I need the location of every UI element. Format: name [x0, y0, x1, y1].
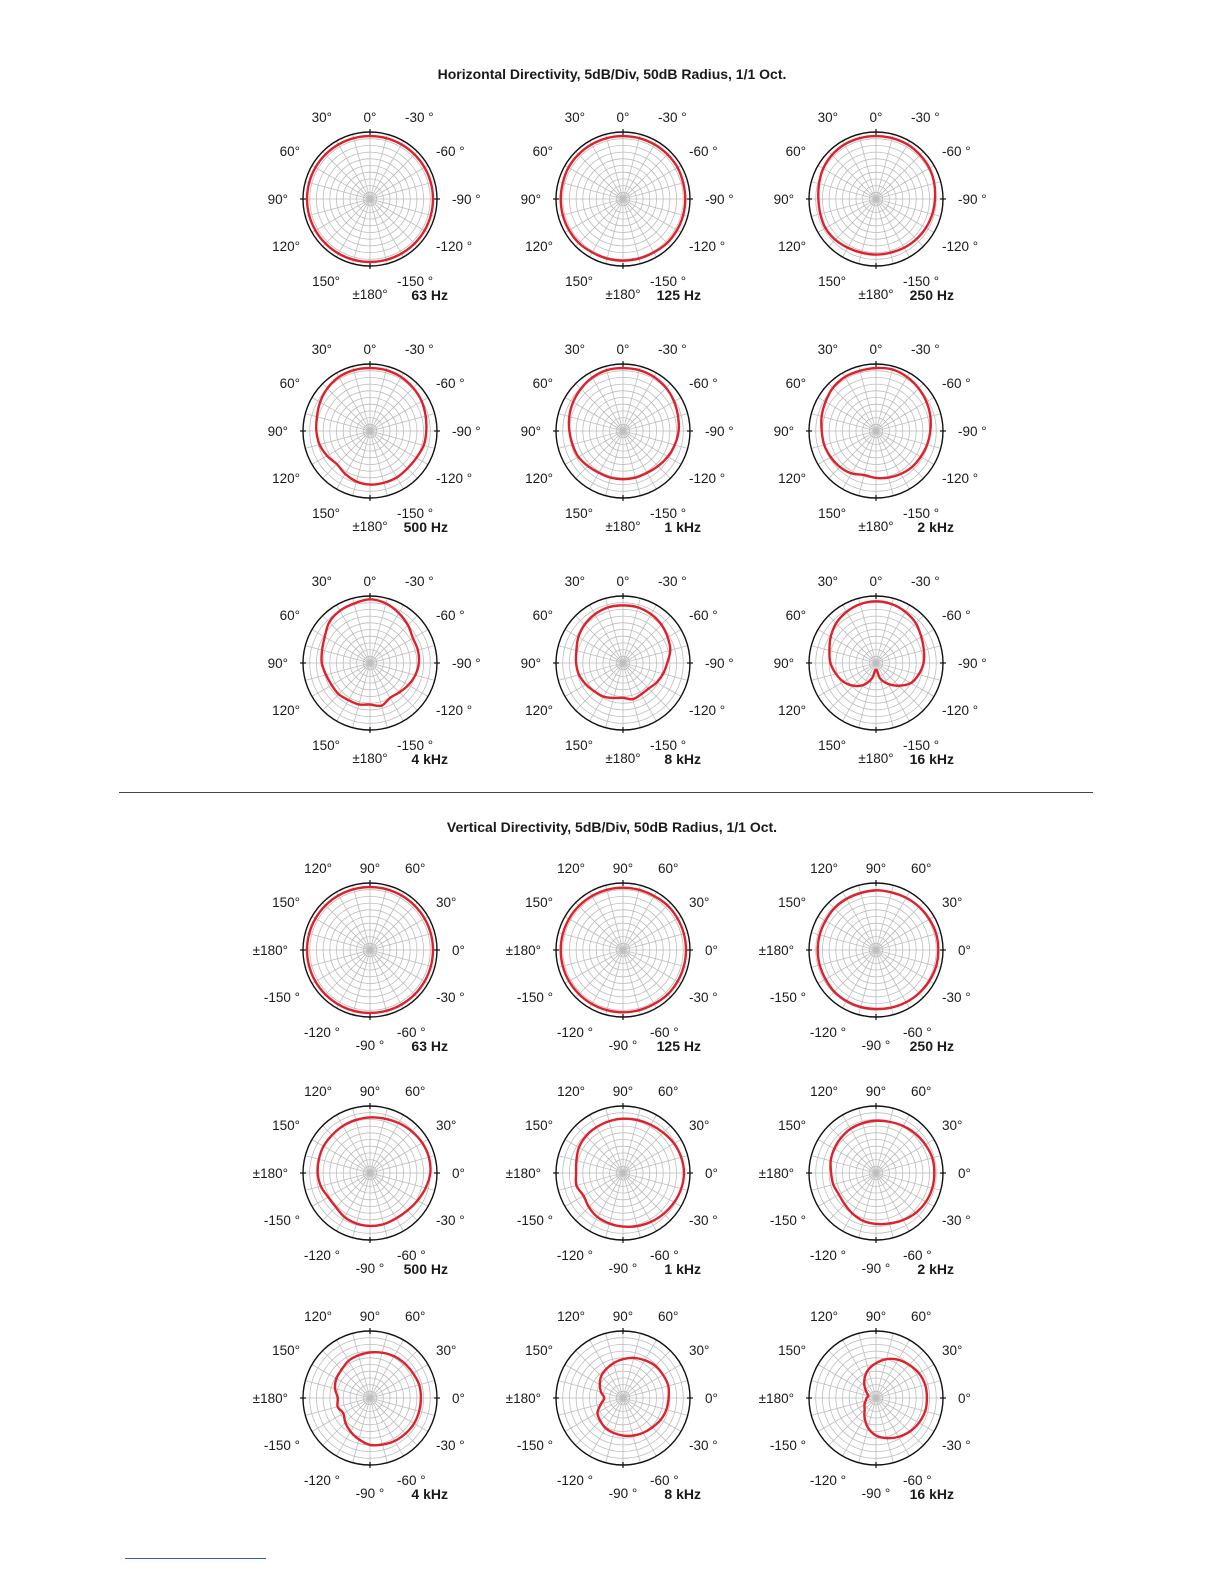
angle-label-lower-left: 120°: [272, 703, 300, 718]
angle-label-upper-right: -60 °: [436, 144, 465, 159]
angle-label-lower-right: -120 °: [942, 703, 979, 718]
angle-label-bottom: -90 °: [861, 1038, 891, 1053]
angle-label-top-left: 30°: [564, 342, 585, 357]
angle-label-top-right: -30 °: [405, 110, 434, 125]
angle-label-top-left: 30°: [817, 342, 838, 357]
angle-label-left: ±180°: [758, 1166, 794, 1181]
angle-label-bottom-left: -120 °: [556, 1473, 593, 1488]
angle-label-top-left: 120°: [557, 1309, 585, 1324]
angle-label-upper-left: 60°: [532, 608, 553, 623]
angle-label-left: 90°: [773, 656, 794, 671]
angle-label-bottom-left: -120 °: [809, 1248, 846, 1263]
angle-label-bottom-right: -60 °: [397, 1025, 426, 1040]
frequency-label: 1 kHz: [664, 519, 701, 535]
angle-label-top: 90°: [359, 1084, 381, 1099]
angle-label-top-right: -30 °: [911, 342, 940, 357]
angle-label-bottom-right: -60 °: [397, 1248, 426, 1263]
angle-label-right: -90 °: [958, 424, 987, 439]
angle-label-right: 0°: [958, 1166, 971, 1181]
angle-label-left: 90°: [267, 192, 288, 207]
angle-label-upper-left: 150°: [778, 1343, 806, 1358]
angle-label-bottom-right: -60 °: [903, 1473, 932, 1488]
angle-label-upper-left: 150°: [525, 1118, 553, 1133]
angle-label-bottom: ±180°: [352, 519, 388, 534]
angle-label-bottom: ±180°: [858, 751, 894, 766]
angle-label-top: 0°: [363, 342, 377, 357]
angle-label-lower-right: -120 °: [942, 471, 979, 486]
angle-label-left: ±180°: [758, 943, 794, 958]
frequency-label: 8 kHz: [664, 1486, 701, 1502]
angle-label-lower-right: -30 °: [689, 1213, 718, 1228]
angle-label-upper-right: -60 °: [942, 144, 971, 159]
angle-label-top: 90°: [865, 861, 887, 876]
angle-label-left: ±180°: [252, 1166, 288, 1181]
angle-label-lower-right: -120 °: [436, 239, 473, 254]
angle-label-bottom-left: -120 °: [809, 1025, 846, 1040]
frequency-label: 1 kHz: [664, 1261, 701, 1277]
angle-label-lower-left: -150 °: [769, 1213, 806, 1228]
angle-label-top-right: 60°: [911, 1309, 932, 1324]
angle-label-lower-right: -30 °: [942, 1438, 971, 1453]
angle-label-bottom: -90 °: [355, 1038, 385, 1053]
angle-label-left: 90°: [520, 656, 541, 671]
angle-label-bottom-right: -150 °: [650, 274, 687, 289]
angle-label-left: 90°: [773, 192, 794, 207]
angle-label-lower-left: -150 °: [769, 990, 806, 1005]
angle-label-upper-left: 60°: [279, 608, 300, 623]
vertical-polar-plot-5: [506, 1084, 718, 1277]
angle-label-lower-left: 120°: [778, 703, 806, 718]
frequency-label: 250 Hz: [909, 287, 954, 303]
vertical-polar-plot-1: [253, 861, 465, 1054]
angle-label-top-right: 60°: [405, 861, 426, 876]
angle-label-lower-right: -30 °: [436, 990, 465, 1005]
angle-label-top-left: 120°: [810, 861, 838, 876]
angle-label-bottom: ±180°: [605, 287, 641, 302]
angle-label-top-left: 120°: [557, 1084, 585, 1099]
angle-label-lower-right: -120 °: [689, 239, 726, 254]
angle-label-bottom-left: -120 °: [556, 1248, 593, 1263]
angle-label-right: 0°: [958, 943, 971, 958]
angle-label-lower-left: 120°: [525, 703, 553, 718]
horizontal-polar-plot-3: [774, 110, 987, 303]
frequency-label: 2 kHz: [917, 519, 954, 535]
angle-label-top-right: -30 °: [405, 574, 434, 589]
angle-label-right: -90 °: [452, 192, 481, 207]
angle-label-bottom-left: -120 °: [303, 1025, 340, 1040]
angle-label-bottom: ±180°: [858, 519, 894, 534]
horizontal-polar-plot-7: [268, 574, 481, 767]
vertical-directivity-title: Vertical Directivity, 5dB/Div, 50dB Radius, 1/1 Oct.: [446, 819, 778, 835]
angle-label-upper-right: 30°: [689, 1343, 710, 1358]
vertical-polar-plot-9: [759, 1309, 971, 1502]
angle-label-top-right: 60°: [911, 1084, 932, 1099]
angle-label-right: 0°: [705, 1166, 718, 1181]
frequency-label: 16 kHz: [909, 1486, 954, 1502]
angle-label-top-right: -30 °: [658, 574, 687, 589]
angle-label-bottom: -90 °: [608, 1261, 638, 1276]
vertical-polar-plot-4: [253, 1084, 465, 1277]
angle-label-lower-right: -30 °: [942, 990, 971, 1005]
angle-label-bottom-left: -120 °: [303, 1248, 340, 1263]
frequency-label: 4 kHz: [411, 1486, 448, 1502]
angle-label-top: 90°: [612, 861, 634, 876]
frequency-label: 125 Hz: [656, 1038, 701, 1054]
angle-label-upper-left: 60°: [785, 608, 806, 623]
angle-label-top: 90°: [612, 1084, 634, 1099]
angle-label-lower-left: -150 °: [516, 1213, 553, 1228]
frequency-label: 125 Hz: [656, 287, 701, 303]
angle-label-lower-left: 120°: [525, 471, 553, 486]
angle-label-lower-right: -30 °: [689, 1438, 718, 1453]
horizontal-polar-plot-5: [521, 342, 734, 535]
frequency-label: 8 kHz: [664, 751, 701, 767]
angle-label-right: -90 °: [705, 192, 734, 207]
horizontal-polar-plot-4: [268, 342, 481, 535]
angle-label-top-left: 120°: [304, 861, 332, 876]
angle-label-bottom-right: -150 °: [397, 274, 434, 289]
angle-label-lower-left: -150 °: [263, 1438, 300, 1453]
angle-label-top: 0°: [869, 574, 883, 589]
frequency-label: 250 Hz: [909, 1038, 954, 1054]
angle-label-upper-right: 30°: [942, 895, 963, 910]
angle-label-top-left: 30°: [564, 574, 585, 589]
angle-label-left: ±180°: [758, 1391, 794, 1406]
angle-label-top-right: -30 °: [911, 574, 940, 589]
angle-label-top: 0°: [869, 110, 883, 125]
angle-label-lower-right: -30 °: [689, 990, 718, 1005]
angle-label-bottom: -90 °: [355, 1486, 385, 1501]
angle-label-bottom-right: -150 °: [903, 738, 940, 753]
angle-label-bottom-right: -150 °: [650, 506, 687, 521]
angle-label-upper-right: 30°: [436, 1343, 457, 1358]
horizontal-polar-plot-6: [774, 342, 987, 535]
angle-label-lower-right: -120 °: [436, 471, 473, 486]
angle-label-lower-right: -120 °: [689, 703, 726, 718]
angle-label-lower-left: -150 °: [263, 990, 300, 1005]
angle-label-bottom: ±180°: [605, 751, 641, 766]
frequency-label: 500 Hz: [403, 1261, 448, 1277]
angle-label-lower-right: -120 °: [942, 239, 979, 254]
angle-label-upper-left: 60°: [279, 376, 300, 391]
angle-label-upper-right: -60 °: [436, 376, 465, 391]
angle-label-lower-right: -30 °: [942, 1213, 971, 1228]
angle-label-right: -90 °: [452, 656, 481, 671]
angle-label-right: 0°: [705, 1391, 718, 1406]
angle-label-top: 90°: [865, 1309, 887, 1324]
angle-label-top-right: -30 °: [911, 110, 940, 125]
angle-label-top-right: -30 °: [658, 110, 687, 125]
angle-label-top-left: 30°: [311, 574, 332, 589]
angle-label-top-left: 120°: [810, 1084, 838, 1099]
angle-label-upper-right: 30°: [689, 1118, 710, 1133]
angle-label-top: 90°: [612, 1309, 634, 1324]
angle-label-top-right: 60°: [405, 1084, 426, 1099]
frequency-label: 63 Hz: [411, 1038, 448, 1054]
angle-label-bottom-left: 150°: [818, 506, 846, 521]
angle-label-upper-right: -60 °: [942, 608, 971, 623]
frequency-label: 500 Hz: [403, 519, 448, 535]
angle-label-left: ±180°: [505, 943, 541, 958]
angle-label-bottom: ±180°: [352, 287, 388, 302]
angle-label-bottom: ±180°: [605, 519, 641, 534]
angle-label-right: -90 °: [705, 424, 734, 439]
angle-label-top-left: 120°: [304, 1309, 332, 1324]
frequency-label: 16 kHz: [909, 751, 954, 767]
angle-label-bottom: ±180°: [352, 751, 388, 766]
angle-label-upper-right: 30°: [689, 895, 710, 910]
angle-label-bottom: -90 °: [608, 1038, 638, 1053]
horizontal-polar-plot-9: [774, 574, 987, 767]
angle-label-upper-right: -60 °: [689, 376, 718, 391]
frequency-label: 63 Hz: [411, 287, 448, 303]
angle-label-bottom-right: -150 °: [397, 506, 434, 521]
angle-label-top-right: 60°: [658, 1309, 679, 1324]
angle-label-bottom: -90 °: [608, 1486, 638, 1501]
angle-label-left: 90°: [267, 656, 288, 671]
angle-label-upper-left: 60°: [785, 144, 806, 159]
angle-label-bottom-right: -60 °: [650, 1473, 679, 1488]
horizontal-directivity-title: Horizontal Directivity, 5dB/Div, 50dB Radius, 1/1 Oct.: [437, 66, 787, 82]
horizontal-polar-plot-1: [268, 110, 481, 303]
angle-label-bottom-left: 150°: [312, 274, 340, 289]
angle-label-top-left: 30°: [311, 110, 332, 125]
vertical-polar-plot-2: [506, 861, 718, 1054]
angle-label-upper-right: 30°: [436, 895, 457, 910]
angle-label-upper-right: -60 °: [689, 144, 718, 159]
angle-label-bottom-left: 150°: [818, 738, 846, 753]
angle-label-top-left: 30°: [311, 342, 332, 357]
angle-label-bottom-left: 150°: [312, 738, 340, 753]
angle-label-left: ±180°: [252, 1391, 288, 1406]
angle-label-bottom-left: -120 °: [809, 1473, 846, 1488]
angle-label-top: 90°: [359, 861, 381, 876]
angle-label-right: -90 °: [958, 656, 987, 671]
angle-label-bottom-left: 150°: [565, 274, 593, 289]
angle-label-top: 90°: [865, 1084, 887, 1099]
angle-label-top-right: 60°: [658, 861, 679, 876]
horizontal-polar-plot-2: [521, 110, 734, 303]
angle-label-bottom-right: -60 °: [903, 1248, 932, 1263]
horizontal-polar-plot-8: [521, 574, 734, 767]
angle-label-top: 90°: [359, 1309, 381, 1324]
angle-label-lower-left: 120°: [778, 471, 806, 486]
angle-label-right: 0°: [705, 943, 718, 958]
angle-label-lower-left: 120°: [272, 471, 300, 486]
angle-label-bottom: -90 °: [355, 1261, 385, 1276]
angle-label-top: 0°: [616, 342, 630, 357]
angle-label-lower-right: -120 °: [689, 471, 726, 486]
angle-label-lower-left: -150 °: [516, 1438, 553, 1453]
angle-label-upper-left: 150°: [778, 1118, 806, 1133]
angle-label-upper-left: 150°: [272, 895, 300, 910]
angle-label-top: 0°: [616, 574, 630, 589]
angle-label-upper-left: 150°: [272, 1118, 300, 1133]
angle-label-right: 0°: [452, 1166, 465, 1181]
angle-label-left: 90°: [267, 424, 288, 439]
angle-label-upper-right: 30°: [942, 1343, 963, 1358]
angle-label-right: 0°: [958, 1391, 971, 1406]
angle-label-right: -90 °: [452, 424, 481, 439]
angle-label-top: 0°: [616, 110, 630, 125]
angle-label-bottom-right: -60 °: [650, 1025, 679, 1040]
angle-label-upper-left: 60°: [279, 144, 300, 159]
angle-label-lower-right: -30 °: [436, 1438, 465, 1453]
angle-label-bottom-left: -120 °: [303, 1473, 340, 1488]
angle-label-top-left: 30°: [817, 110, 838, 125]
angle-label-right: 0°: [452, 943, 465, 958]
angle-label-lower-left: -150 °: [516, 990, 553, 1005]
angle-label-lower-left: -150 °: [769, 1438, 806, 1453]
angle-label-top-left: 30°: [817, 574, 838, 589]
angle-label-bottom-left: 150°: [312, 506, 340, 521]
angle-label-upper-left: 150°: [272, 1343, 300, 1358]
angle-label-lower-right: -120 °: [436, 703, 473, 718]
angle-label-bottom: -90 °: [861, 1261, 891, 1276]
vertical-polar-plot-8: [506, 1309, 718, 1502]
angle-label-right: -90 °: [705, 656, 734, 671]
angle-label-bottom: ±180°: [858, 287, 894, 302]
angle-label-bottom: -90 °: [861, 1486, 891, 1501]
angle-label-top-right: 60°: [405, 1309, 426, 1324]
angle-label-top-right: -30 °: [658, 342, 687, 357]
angle-label-right: -90 °: [958, 192, 987, 207]
angle-label-bottom-left: -120 °: [556, 1025, 593, 1040]
angle-label-upper-left: 60°: [785, 376, 806, 391]
angle-label-left: ±180°: [505, 1391, 541, 1406]
angle-label-bottom-left: 150°: [565, 506, 593, 521]
angle-label-bottom-right: -60 °: [650, 1248, 679, 1263]
angle-label-upper-left: 150°: [778, 895, 806, 910]
angle-label-left: 90°: [520, 192, 541, 207]
angle-label-top: 0°: [869, 342, 883, 357]
frequency-label: 4 kHz: [411, 751, 448, 767]
angle-label-lower-left: 120°: [272, 239, 300, 254]
angle-label-left: 90°: [520, 424, 541, 439]
angle-label-top-right: -30 °: [405, 342, 434, 357]
angle-label-top-left: 120°: [810, 1309, 838, 1324]
frequency-label: 2 kHz: [917, 1261, 954, 1277]
angle-label-lower-left: 120°: [525, 239, 553, 254]
angle-label-upper-left: 60°: [532, 376, 553, 391]
angle-label-top: 0°: [363, 110, 377, 125]
angle-label-lower-left: -150 °: [263, 1213, 300, 1228]
vertical-polar-plot-7: [253, 1309, 465, 1502]
angle-label-upper-right: 30°: [436, 1118, 457, 1133]
angle-label-bottom-right: -150 °: [650, 738, 687, 753]
angle-label-upper-left: 150°: [525, 1343, 553, 1358]
angle-label-lower-left: 120°: [778, 239, 806, 254]
angle-label-bottom-left: 150°: [565, 738, 593, 753]
angle-label-left: ±180°: [252, 943, 288, 958]
angle-label-upper-right: -60 °: [942, 376, 971, 391]
angle-label-upper-right: 30°: [942, 1118, 963, 1133]
angle-label-left: 90°: [773, 424, 794, 439]
angle-label-upper-right: -60 °: [436, 608, 465, 623]
angle-label-bottom-right: -150 °: [903, 506, 940, 521]
angle-label-top-left: 30°: [564, 110, 585, 125]
angle-label-right: 0°: [452, 1391, 465, 1406]
angle-label-bottom-left: 150°: [818, 274, 846, 289]
angle-label-upper-left: 60°: [532, 144, 553, 159]
angle-label-bottom-right: -60 °: [397, 1473, 426, 1488]
angle-label-upper-left: 150°: [525, 895, 553, 910]
angle-label-top-right: 60°: [658, 1084, 679, 1099]
angle-label-bottom-right: -150 °: [903, 274, 940, 289]
angle-label-top-right: 60°: [911, 861, 932, 876]
angle-label-top: 0°: [363, 574, 377, 589]
angle-label-top-left: 120°: [304, 1084, 332, 1099]
vertical-polar-plot-6: [759, 1084, 971, 1277]
angle-label-left: ±180°: [505, 1166, 541, 1181]
angle-label-bottom-right: -60 °: [903, 1025, 932, 1040]
angle-label-lower-right: -30 °: [436, 1213, 465, 1228]
angle-label-bottom-right: -150 °: [397, 738, 434, 753]
angle-label-upper-right: -60 °: [689, 608, 718, 623]
vertical-polar-plot-3: [759, 861, 971, 1054]
angle-label-top-left: 120°: [557, 861, 585, 876]
